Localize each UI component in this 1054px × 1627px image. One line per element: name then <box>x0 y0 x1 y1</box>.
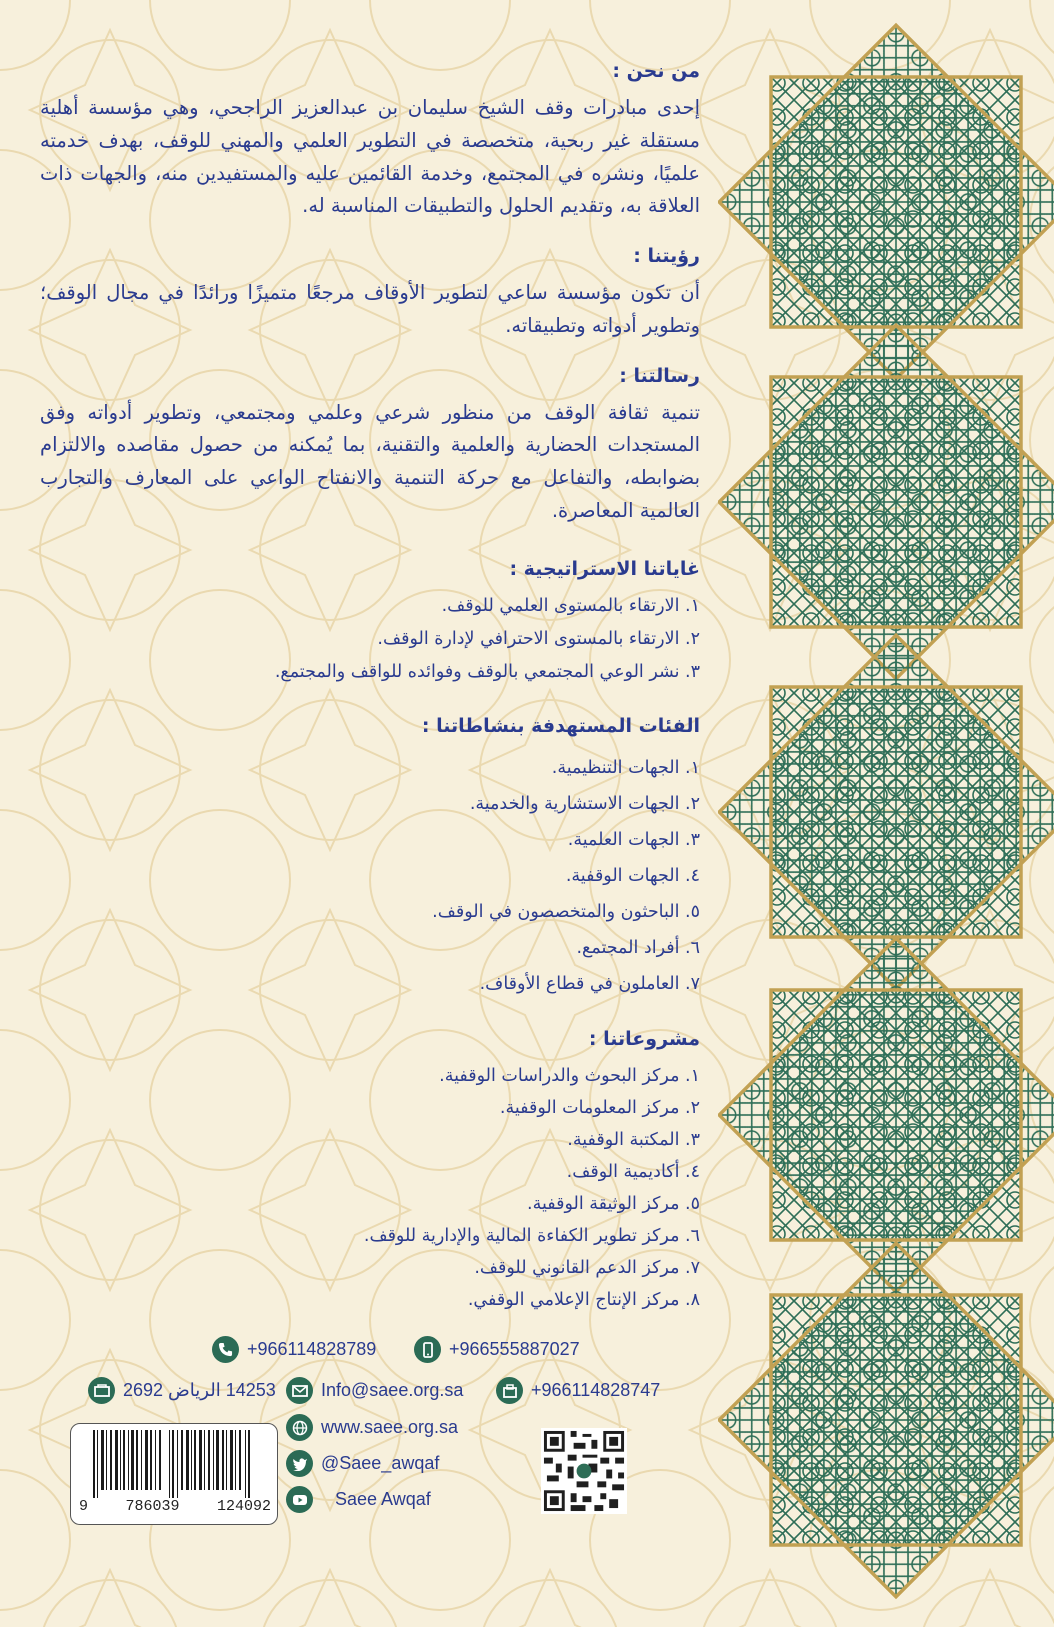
email-contact <box>286 1377 463 1404</box>
youtube-icon <box>286 1486 313 1513</box>
star-5 <box>719 1243 1054 1597</box>
mobile-number[interactable]: +966555887027 <box>449 1339 580 1359</box>
mobile-contact <box>414 1336 580 1363</box>
fax-number[interactable]: +966114828747 <box>531 1380 661 1400</box>
fax-contact <box>496 1377 660 1404</box>
barcode-digit-3: 124092 <box>216 1498 271 1515</box>
barcode-digit-2: 786039 <box>125 1498 180 1515</box>
twitter-icon <box>286 1450 313 1477</box>
project-item: ٢. مركز المعلومات الوقفية. <box>499 1098 700 1119</box>
star-4 <box>719 938 1054 1292</box>
project-item: ١. مركز البحوث والدراسات الوقفية. <box>439 1066 700 1087</box>
twitter-contact <box>286 1450 439 1477</box>
barcode-bars <box>73 1428 277 1500</box>
barcode-digits <box>79 1498 271 1515</box>
youtube-channel[interactable]: Saee Awqaf <box>335 1489 431 1509</box>
target-item: ٢. الجهات الاستشارية والخدمية. <box>469 794 700 815</box>
goal-item: ١. الارتقاء بالمستوى العلمي للوقف. <box>441 595 700 616</box>
website-link[interactable]: www.saee.org.sa <box>321 1417 459 1437</box>
main-content <box>40 60 700 1343</box>
star-2 <box>719 325 1054 679</box>
phone-number[interactable]: +966114828789 <box>247 1339 377 1359</box>
target-item: ٣. الجهات العلمية. <box>567 830 700 850</box>
projects-heading: مشروعاتنا : <box>588 1028 700 1051</box>
targets-list <box>40 751 700 1002</box>
mission-heading: رسالتنا : <box>619 364 700 387</box>
about-heading: من نحن : <box>612 60 700 82</box>
target-item: ٥. الباحثون والمتخصصون في الوقف. <box>432 901 700 922</box>
vision-text: أن تكون مؤسسة ساعي لتطوير الأوقاف مرجعًا متميزًا ورائدًا في مجال الوقف؛ وتطوير أدواته وتطبيقاته. <box>40 281 700 337</box>
email-icon <box>286 1377 313 1404</box>
goal-item: ٢. الارتقاء بالمستوى الاحترافي لإدارة الوقف. <box>377 628 700 649</box>
fax-icon <box>496 1377 523 1404</box>
targets-heading: الفئات المستهدفة بنشاطاتنا : <box>421 715 700 738</box>
goals-heading: غاياتنا الاستراتيجية : <box>509 557 700 580</box>
project-item: ٨. مركز الإنتاج الإعلامي الوقفي. <box>467 1290 700 1311</box>
phone-contact <box>212 1336 376 1363</box>
pobox-text: 14253 الرياض 2692 <box>123 1380 276 1400</box>
star-3 <box>719 635 1054 989</box>
project-item: ٦. مركز تطوير الكفاءة المالية والإدارية للوقف. <box>363 1226 700 1247</box>
project-item: ٧. مركز الدعم القانوني للوقف. <box>474 1258 700 1279</box>
phone-icon <box>212 1336 239 1363</box>
projects-list <box>40 1060 700 1316</box>
barcode <box>70 1423 278 1525</box>
target-item: ١. الجهات التنظيمية. <box>551 758 700 779</box>
mission-text: تنمية ثقافة الوقف من منظور شرعي وعلمي ومجتمعي، وتطوير أدواته وفق المستجدات الحضارية والعلمية والتقنية، بما يُمكنه من حصول مقاصده والالتزام بضوابطه، والتفاعل مع حركة التنمية والانفتاح الواعي على المعارف والتجارب العالمية المعاصرة. <box>40 400 700 522</box>
goal-item: ٣. نشر الوعي المجتمعي بالوقف وفوائده للواقف والمجتمع. <box>274 662 700 682</box>
mobile-icon <box>414 1336 441 1363</box>
mailbox-icon <box>88 1377 115 1404</box>
website-contact <box>286 1414 458 1441</box>
about-text: إحدى مبادرات وقف الشيخ سليمان بن عبدالعزيز الراجحي، وهي مؤسسة أهلية مستقلة غير ربحية، متخصصة في التطوير العلمي والمهني للوقف، بهدف خدمته علميًا، ونشره في المجتمع، وخدمة القائمين عليه والمستفيدين منه، والجهات ذات العلاقة به، وتقديم الحلول والتطبيقات المناسبة له. <box>40 96 700 218</box>
target-item: ٧. العاملون في قطاع الأوقاف. <box>479 973 700 994</box>
target-item: ٤. الجهات الوقفية. <box>565 865 700 886</box>
barcode-digit-1: 9 <box>79 1498 89 1515</box>
vision-heading: رؤيتنا : <box>633 245 700 267</box>
qr-code[interactable] <box>541 1428 627 1514</box>
pobox-contact <box>88 1377 276 1404</box>
target-item: ٦. أفراد المجتمع. <box>576 937 700 958</box>
star-1 <box>719 25 1054 379</box>
email-address[interactable]: Info@saee.org.sa <box>321 1380 464 1400</box>
project-item: ٤. أكاديمية الوقف. <box>566 1162 700 1183</box>
youtube-contact <box>286 1486 431 1513</box>
globe-icon <box>286 1414 313 1441</box>
project-item: ٥. مركز الوثيقة الوقفية. <box>527 1194 700 1215</box>
twitter-handle[interactable]: @Saee_awqaf <box>321 1453 440 1473</box>
star-pattern-column <box>718 0 1054 1627</box>
project-item: ٣. المكتبة الوقفية. <box>567 1130 700 1151</box>
goals-list <box>40 590 700 690</box>
